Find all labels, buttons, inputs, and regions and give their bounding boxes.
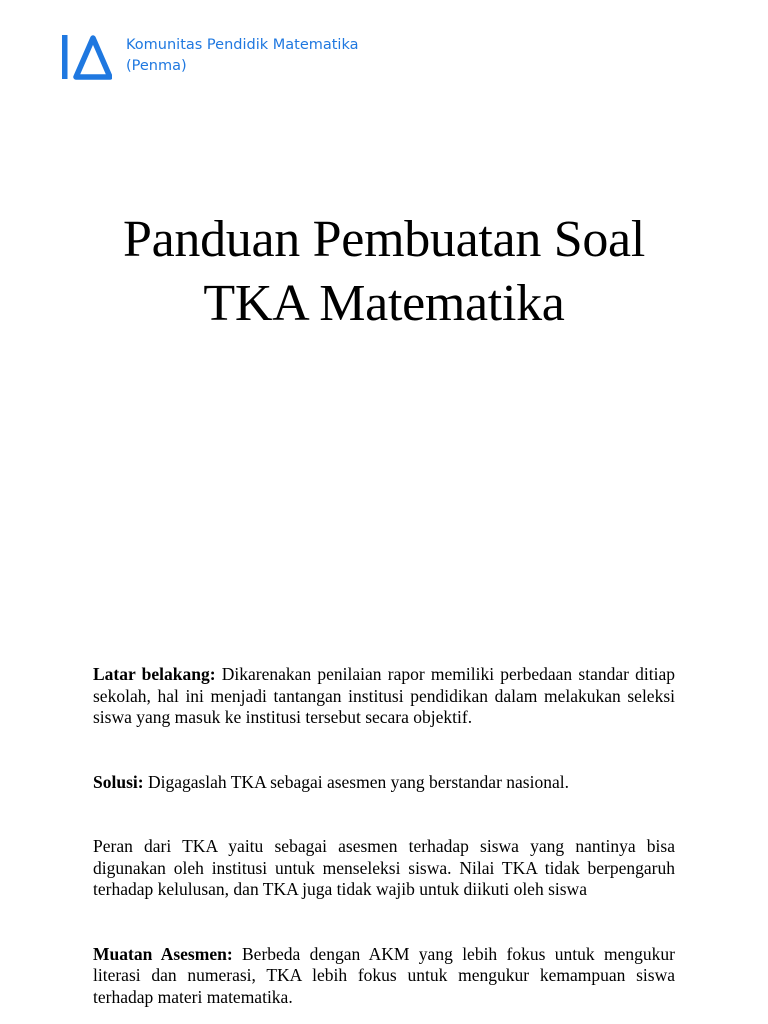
document-body [93,664,675,1008]
organization-name-line2: (Penma) [126,58,187,74]
penma-logo-icon [62,34,112,80]
document-title [0,208,768,336]
header [62,34,396,80]
document-title-line2: TKA Matematika [203,275,565,332]
paragraph-latar-belakang [93,664,675,729]
muatan-asesmen-text: Berbeda dengan AKM yang lebih fokus untuk mengukur literasi dan numerasi, TKA lebih fokus untuk mengukur kemampuan siswa terhadap materi matematika. [93,943,675,1007]
paragraph-peran: Peran dari TKA yaitu sebagai asesmen terhadap siswa yang nantinya bisa digunakan oleh institusi untuk menseleksi siswa. Nilai TKA tidak berpengaruh terhadap kelulusan, dan TKA juga tidak wajib untuk diikuti oleh siswa [93,836,675,899]
solusi-text: Digagaslah TKA sebagai asesmen yang berstandar nasional. [143,771,569,792]
latar-belakang-text: Dikarenakan penilaian rapor memiliki perbedaan standar ditiap sekolah, hal ini menjadi tantangan institusi pendidikan dalam melakukan seleksi siswa yang masuk ke institusi tersebut secara objektif. [93,664,676,727]
document-title-line1: Panduan Pembuatan Soal [123,211,645,268]
muatan-asesmen-label: Muatan Asesmen: [93,943,233,964]
organization-name-line1: Komunitas Pendidik Matematika [126,37,359,53]
solusi-label: Solusi: [93,771,144,792]
latar-belakang-label: Latar belakang: [93,664,216,684]
paragraph-solusi [93,772,675,794]
spacer [93,729,675,772]
spacer [93,793,675,836]
paragraph-muatan-asesmen [93,944,675,1009]
organization-name [126,35,396,77]
spacer [93,901,675,944]
